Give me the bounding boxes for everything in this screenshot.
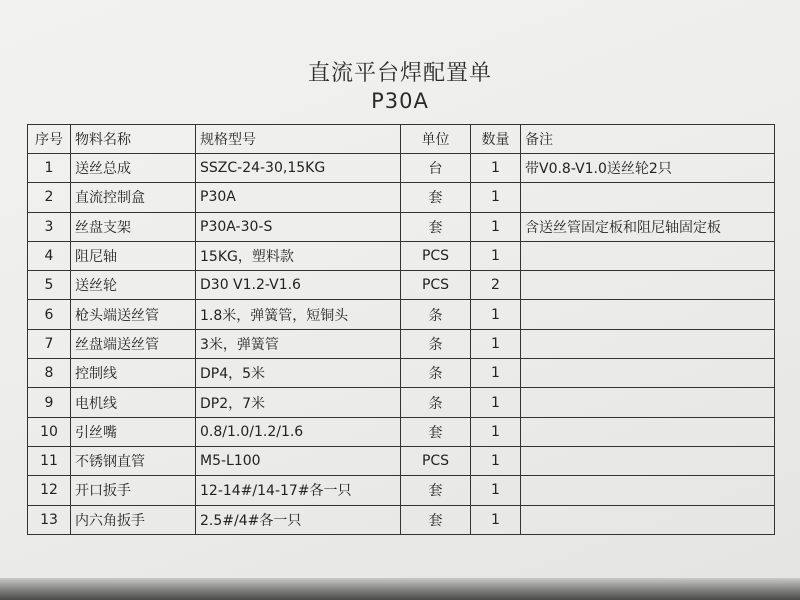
table-header-row — [28, 125, 775, 154]
cell-unit: 套 — [401, 476, 471, 505]
cell-unit: 条 — [401, 329, 471, 358]
cell-remarks — [521, 446, 775, 475]
cell-index: 4 — [28, 241, 71, 270]
cell-material-name: 枪头端送丝管 — [71, 300, 196, 329]
cell-quantity: 1 — [471, 329, 521, 358]
cell-spec-model: P30A-30-S — [196, 212, 401, 241]
cell-material-name: 电机线 — [71, 388, 196, 417]
cell-index: 2 — [28, 183, 71, 212]
cell-remarks: 含送丝管固定板和阻尼轴固定板 — [521, 212, 775, 241]
cell-spec-model: SSZC-24-30,15KG — [196, 154, 401, 183]
cell-index: 7 — [28, 329, 71, 358]
table-row — [28, 154, 775, 183]
cell-material-name: 开口扳手 — [71, 476, 196, 505]
cell-spec-model: 3米，弹簧管 — [196, 329, 401, 358]
cell-quantity: 1 — [471, 388, 521, 417]
cell-quantity: 1 — [471, 359, 521, 388]
cell-unit: 条 — [401, 388, 471, 417]
table-row — [28, 505, 775, 534]
cell-unit: 条 — [401, 300, 471, 329]
cell-spec-model: 2.5#/4#各一只 — [196, 505, 401, 534]
table-row — [28, 212, 775, 241]
paper-bottom-edge — [0, 578, 800, 600]
cell-unit: 套 — [401, 417, 471, 446]
cell-material-name: 送丝总成 — [71, 154, 196, 183]
cell-remarks — [521, 241, 775, 270]
cell-spec-model: DP2，7米 — [196, 388, 401, 417]
cell-quantity: 1 — [471, 300, 521, 329]
cell-unit: PCS — [401, 241, 471, 270]
cell-unit: 套 — [401, 505, 471, 534]
cell-remarks — [521, 300, 775, 329]
cell-material-name: 不锈钢直管 — [71, 446, 196, 475]
cell-remarks — [521, 183, 775, 212]
cell-quantity: 1 — [471, 154, 521, 183]
cell-unit: 套 — [401, 212, 471, 241]
cell-index: 1 — [28, 154, 71, 183]
table-row — [28, 388, 775, 417]
cell-index: 8 — [28, 359, 71, 388]
cell-remarks — [521, 359, 775, 388]
header-spec-model: 规格型号 — [196, 125, 401, 154]
cell-unit: PCS — [401, 271, 471, 300]
cell-quantity: 1 — [471, 476, 521, 505]
cell-quantity: 1 — [471, 241, 521, 270]
cell-material-name: 控制线 — [71, 359, 196, 388]
cell-quantity: 1 — [471, 417, 521, 446]
table-row — [28, 271, 775, 300]
cell-quantity: 2 — [471, 271, 521, 300]
table-row — [28, 359, 775, 388]
cell-index: 3 — [28, 212, 71, 241]
cell-quantity: 1 — [471, 505, 521, 534]
header-index: 序号 — [28, 125, 71, 154]
cell-unit: 套 — [401, 183, 471, 212]
cell-spec-model: 1.8米，弹簧管，短铜头 — [196, 300, 401, 329]
cell-index: 13 — [28, 505, 71, 534]
cell-remarks: 带V0.8-V1.0送丝轮2只 — [521, 154, 775, 183]
table-row — [28, 476, 775, 505]
cell-material-name: 送丝轮 — [71, 271, 196, 300]
cell-spec-model: 15KG，塑料款 — [196, 241, 401, 270]
cell-spec-model: M5-L100 — [196, 446, 401, 475]
cell-spec-model: 0.8/1.0/1.2/1.6 — [196, 417, 401, 446]
header-remarks: 备注 — [521, 125, 775, 154]
cell-index: 9 — [28, 388, 71, 417]
document-subtitle: P30A — [371, 89, 429, 113]
header-unit: 单位 — [401, 125, 471, 154]
cell-material-name: 丝盘端送丝管 — [71, 329, 196, 358]
cell-quantity: 1 — [471, 212, 521, 241]
cell-quantity: 1 — [471, 183, 521, 212]
cell-unit: 条 — [401, 359, 471, 388]
config-table — [27, 124, 775, 535]
cell-index: 5 — [28, 271, 71, 300]
table-row — [28, 329, 775, 358]
cell-index: 11 — [28, 446, 71, 475]
cell-material-name: 引丝嘴 — [71, 417, 196, 446]
cell-unit: 台 — [401, 154, 471, 183]
cell-index: 6 — [28, 300, 71, 329]
header-quantity: 数量 — [471, 125, 521, 154]
cell-remarks — [521, 271, 775, 300]
cell-material-name: 丝盘支架 — [71, 212, 196, 241]
table-row — [28, 300, 775, 329]
table-row — [28, 417, 775, 446]
cell-quantity: 1 — [471, 446, 521, 475]
cell-remarks — [521, 476, 775, 505]
cell-remarks — [521, 329, 775, 358]
cell-material-name: 直流控制盒 — [71, 183, 196, 212]
table-row — [28, 446, 775, 475]
cell-material-name: 阻尼轴 — [71, 241, 196, 270]
cell-index: 10 — [28, 417, 71, 446]
cell-unit: PCS — [401, 446, 471, 475]
table-row — [28, 241, 775, 270]
cell-index: 12 — [28, 476, 71, 505]
cell-remarks — [521, 505, 775, 534]
cell-spec-model: 12-14#/14-17#各一只 — [196, 476, 401, 505]
document-title: 直流平台焊配置单 — [307, 61, 492, 86]
cell-spec-model: D30 V1.2-V1.6 — [196, 271, 401, 300]
table-row — [28, 183, 775, 212]
cell-spec-model: DP4，5米 — [196, 359, 401, 388]
cell-remarks — [521, 417, 775, 446]
header-material-name: 物料名称 — [71, 125, 196, 154]
cell-material-name: 内六角扳手 — [71, 505, 196, 534]
cell-spec-model: P30A — [196, 183, 401, 212]
cell-remarks — [521, 388, 775, 417]
